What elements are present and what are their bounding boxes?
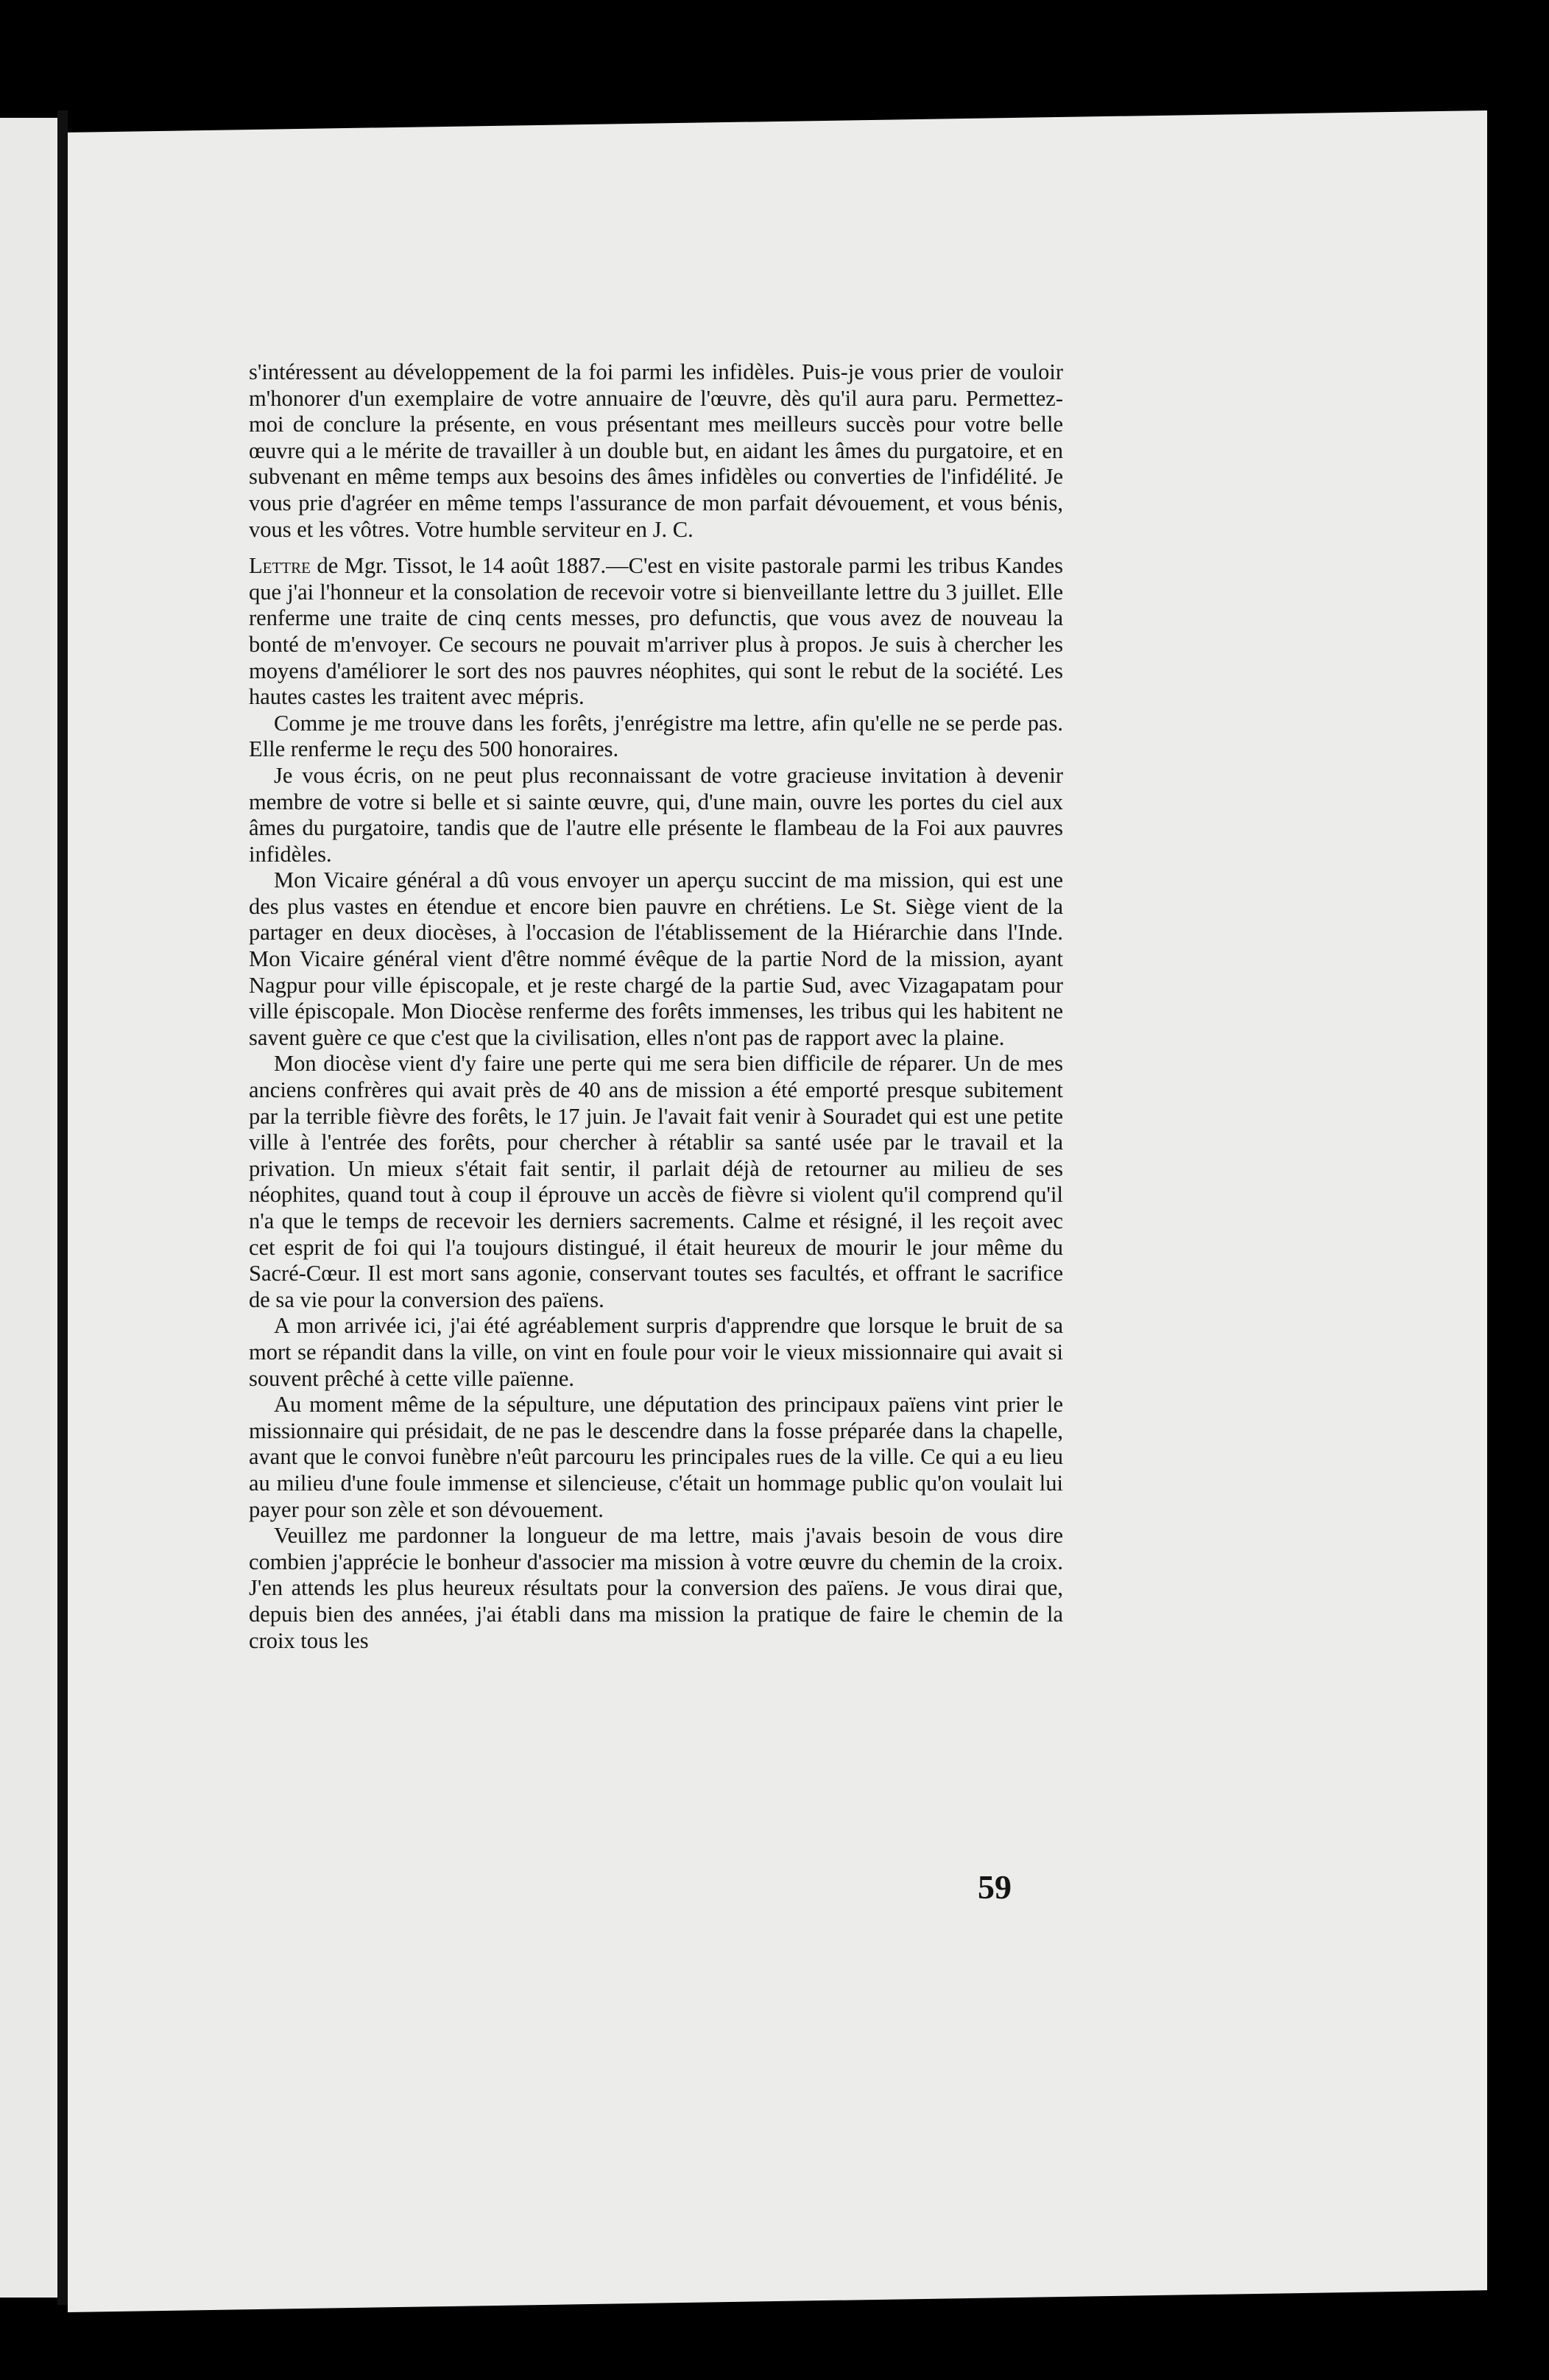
paragraph-4: Je vous écris, on ne peut plus reconnaissant de votre gracieuse invitation à devenir membre de votre si belle et si sainte œuvre, qui, d'une main, ouvre les portes du ciel aux âmes du purgatoire, tandis que de l'autre elle présente le flambeau de la Foi aux pauvres infidèles. xyxy=(249,762,1063,867)
paragraph-8: Au moment même de la sépulture, une députation des principaux païens vint prier le missionnaire qui présidait, de ne pas le descendre dans la fosse préparée dans la chapelle, avant que le convoi funèbre n'eût parcouru les principales rues de la ville. Ce qui a eu lieu au milieu d'une foule immense et silencieuse, c'était un hommage public qu'on voulait lui payer pour son zèle et son dévouement. xyxy=(249,1392,1063,1522)
paragraph-5: Mon Vicaire général a dû vous envoyer un aperçu succint de ma mission, qui est une des plus vastes en étendue et encore bien pauvre en chrétiens. Le St. Siège vient de la partager en deux diocèses, à l'occasion de l'établissement de la Hiérarchie dans l'Inde. Mon Vicaire général vient d'être nommé évêque de la partie Nord de la mission, ayant Nagpur pour ville épiscopale, et je reste chargé de la partie Sud, avec Vizagapatam pour ville épiscopale. Mon Diocèse renferme des forêts immenses, les tribus qui les habitent ne savent guère ce que c'est que la civilisation, elles n'ont pas de rapport avec la plaine. xyxy=(249,867,1063,1050)
paragraph-1: s'intéressent au développement de la foi parmi les infidèles. Puis-je vous prier de vouloir m'honorer d'un exemplaire de votre annuaire de l'œuvre, dès qu'il aura paru. Permettez-moi de conclure la présente, en vous présentant mes meilleurs succès pour votre belle œuvre qui a le mérite de travailler à un double but, en aidant les âmes du purgatoire, et en subvenant en même temps aux besoins des âmes infidèles ou converties de l'infidélité. Je vous prie d'agréer en même temps l'assurance de mon parfait dévouement, et vous bénis, vous et les vôtres. Votre humble serviteur en J. C. xyxy=(249,359,1063,542)
paragraph-9: Veuillez me pardonner la longueur de ma lettre, mais j'avais besoin de vous dire combien j'apprécie le bonheur d'associer ma mission à votre œuvre du chemin de la croix. J'en attends les plus heureux résultats pour la conversion des païens. Je vous dirai que, depuis bien des années, j'ai établi dans ma mission la pratique de faire le chemin de la croix tous les xyxy=(249,1523,1063,1653)
lettre-label: Lettre xyxy=(249,553,311,579)
body-text xyxy=(249,359,1063,1654)
paragraph-6: Mon diocèse vient d'y faire une perte qui me sera bien difficile de réparer. Un de mes anciens confrères qui avait près de 40 ans de mission a été emporté presque subitement par la terrible fièvre des forêts, le 17 juin. Je l'avait fait venir à Souradet qui est une petite ville à l'entrée des forêts, pour chercher à rétablir sa santé usée par le travail et la privation. Un mieux s'était fait sentir, il parlait déjà de retourner au milieu de ses néophites, quand tout à coup il éprouve un accès de fièvre si violent qu'il comprend qu'il n'a que le temps de recevoir les derniers sacrements. Calme et résigné, il les reçoit avec cet esprit de foi qui l'a toujours distingué, il était heureux de mourir le jour même du Sacré-Cœur. Il est mort sans agonie, conservant toutes ses facultés, et offrant le sacrifice de sa vie pour la conversion des païens. xyxy=(249,1051,1063,1312)
adjacent-left-page xyxy=(0,118,57,2298)
paragraph-3: Comme je me trouve dans les forêts, j'enrégistre ma lettre, afin qu'elle ne se perde pas. Elle renferme le reçu des 500 honoraires. xyxy=(249,710,1063,762)
paragraph-2 xyxy=(249,553,1063,711)
paragraph-7: A mon arrivée ici, j'ai été agréablement surpris d'apprendre que lorsque le bruit de sa mort se répandit dans la ville, on vint en foule pour voir le vieux missionnaire qui avait si souvent prêché à cette ville païenne. xyxy=(249,1313,1063,1391)
paragraph-2-text: de Mgr. Tissot, le 14 août 1887.—C'est en visite pastorale parmi les tribus Kandes que j'ai l'honneur et la consolation de recevoir votre si bienveillante lettre du 3 juillet. Elle renferme une traite de cinq cents messes, pro defunctis, que vous avez de nouveau la bonté de m'envoyer. Ce secours ne pouvait m'arriver plus à propos. Je suis à chercher les moyens d'améliorer le sort des nos pauvres néophites, qui sont le rebut de la société. Les hautes castes les traitent avec mépris. xyxy=(249,553,1063,710)
page-number: 59 xyxy=(978,1868,1012,1906)
page-binding-edge xyxy=(57,110,68,2305)
